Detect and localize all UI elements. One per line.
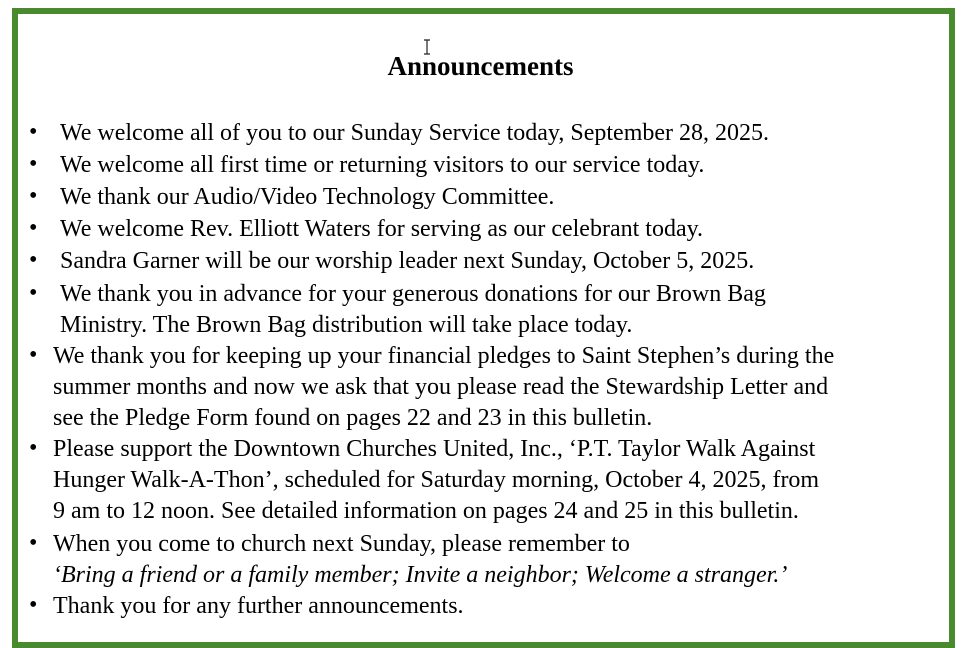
item-line: We thank you in advance for your generous donations for our Brown Bag <box>60 281 766 307</box>
item-line: summer months and now we ask that you please read the Stewardship Letter and <box>53 374 829 400</box>
announcement-item-2 <box>60 150 704 181</box>
item-line: We welcome all first time or returning visitors to our service today. <box>60 152 705 178</box>
page-title: Announcements <box>387 51 574 81</box>
item-line: 9 am to 12 noon. See detailed information on pages 24 and 25 in this bulletin. <box>53 498 799 524</box>
item-line: We thank our Audio/Video Technology Committee. <box>60 184 555 210</box>
bullet-icon: • <box>29 215 38 241</box>
announcement-item-10 <box>53 591 464 622</box>
announcement-item-3 <box>60 182 554 213</box>
announcement-item-5 <box>60 246 754 277</box>
item-line: see the Pledge Form found on pages 22 and 23 in this bulletin. <box>53 405 653 431</box>
bullet-icon: • <box>29 280 38 306</box>
item-line: Ministry. The Brown Bag distribution will take place today. <box>60 312 633 338</box>
item-line: We thank you for keeping up your financial pledges to Saint Stephen’s during the <box>53 343 835 369</box>
bullet-icon: • <box>29 530 38 556</box>
item-line: Hunger Walk-A-Thon’, scheduled for Saturday morning, October 4, 2025, from <box>53 467 820 493</box>
item-line-italic: ‘Bring a friend or a family member; Invite a neighbor; Welcome a stranger.’ <box>53 562 788 588</box>
bullet-icon: • <box>29 183 38 209</box>
bullet-icon: • <box>29 151 38 177</box>
item-line: We welcome Rev. Elliott Waters for serving as our celebrant today. <box>60 216 704 242</box>
announcement-item-9 <box>53 529 787 591</box>
bullet-icon: • <box>29 119 38 145</box>
item-line: When you come to church next Sunday, please remember to <box>53 531 630 557</box>
item-line: Thank you for any further announcements. <box>53 593 464 619</box>
announcement-item-6 <box>60 279 766 341</box>
bullet-icon: • <box>29 592 38 618</box>
bullet-icon: • <box>29 342 38 368</box>
announcement-item-7 <box>53 341 834 434</box>
item-line: Sandra Garner will be our worship leader next Sunday, October 5, 2025. <box>60 248 755 274</box>
item-line: Please support the Downtown Churches United, Inc., ‘P.T. Taylor Walk Against <box>53 436 816 462</box>
bullet-icon: • <box>29 247 38 273</box>
bullet-icon: • <box>29 435 38 461</box>
announcement-item-1 <box>60 118 769 149</box>
item-line: We welcome all of you to our Sunday Service today, September 28, 2025. <box>60 120 770 146</box>
announcement-item-4 <box>60 214 703 245</box>
announcement-item-8 <box>53 434 819 527</box>
